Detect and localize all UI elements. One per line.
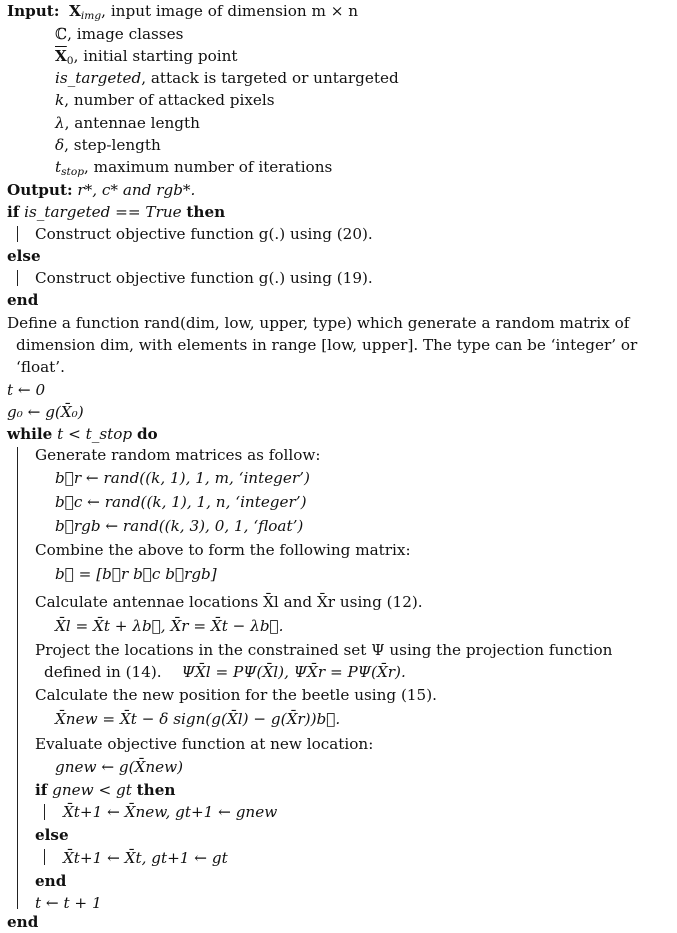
new-eq-line: X̄new = X̄t − δ sign(g(X̄l) − g(X̄r))b⃗. xyxy=(55,710,341,728)
define-rand-line-2: dimension dim, with elements in range [low, upper]. The type can be ‘integer’ or xyxy=(16,336,638,354)
input-tstop-line xyxy=(55,158,332,181)
gen-random-line: Generate random matrices as follow: xyxy=(35,446,321,464)
output-label: Output: xyxy=(7,181,73,199)
project-line-2 xyxy=(44,663,406,682)
x-img-symbol: $X_{img}$ xyxy=(69,2,102,23)
delta-desc: , step-length xyxy=(64,136,161,154)
if-block-rule xyxy=(17,226,18,242)
antennae-eq-line: X̄l = X̄t + λb⃗, X̄r = X̄t − λb⃗. xyxy=(55,617,284,635)
input-lambda-line xyxy=(55,114,200,133)
br-line: b⃗r ← rand((k, 1), 1, m, ‘integer’) xyxy=(55,469,310,487)
k-desc: , number of attacked pixels xyxy=(64,91,275,109)
else-block-rule xyxy=(17,270,18,286)
define-rand-line-3: ‘float’. xyxy=(16,358,65,376)
update-else-line: X̄t+1 ← X̄t, gt+1 ← gt xyxy=(63,849,228,867)
evaluate-line: Evaluate objective function at new location: xyxy=(35,735,374,753)
while-condition: t < t_stop xyxy=(57,425,133,443)
inner-then-keyword: then xyxy=(136,781,176,799)
inner-if-line xyxy=(35,781,175,800)
is-targeted-desc: , attack is targeted or untargeted xyxy=(141,69,399,87)
classes-symbol: ℂ xyxy=(55,25,68,43)
lambda-desc: , antennae length xyxy=(64,114,200,132)
then-keyword: then xyxy=(186,203,226,221)
define-rand-line-1: Define a function rand(dim, low, upper, type) which generate a random matrix of xyxy=(7,314,630,332)
construct-19-line: Construct objective function g(.) using (19). xyxy=(35,269,373,287)
bc-line: b⃗c ← rand((k, 1), 1, n, ‘integer’) xyxy=(55,493,307,511)
tstop-symbol: $t_{stop}$ xyxy=(55,158,85,179)
input-x0-line xyxy=(55,47,238,70)
calc-antennae-line: Calculate antennae locations X̄l and X̄r using (12). xyxy=(35,593,423,611)
if-keyword: if xyxy=(7,203,20,221)
x0-symbol: $\overline{X}_0$ xyxy=(55,47,74,68)
while-line xyxy=(7,425,158,444)
if-condition: is_targeted == True xyxy=(24,203,182,221)
if-targeted-line xyxy=(7,203,225,222)
end-if-line: end xyxy=(7,291,39,309)
input-classes-line xyxy=(55,25,183,44)
g0-init-line: g₀ ← g(X̄₀) xyxy=(7,403,84,421)
brgb-line: b⃗rgb ← rand((k, 3), 0, 1, ‘float’) xyxy=(55,517,304,535)
project-defined-text: defined in (14). xyxy=(44,663,162,681)
project-eq: ΨX̄l = PΨ(X̄l), ΨX̄r = PΨ(X̄r). xyxy=(181,663,406,681)
project-line-1: Project the locations in the constrained set Ψ using the projection function xyxy=(35,641,613,659)
delta-symbol: δ xyxy=(55,136,65,154)
do-keyword: do xyxy=(136,425,158,443)
gnew-eq-line: gnew ← g(X̄new) xyxy=(55,758,184,776)
is-targeted-symbol: is_targeted xyxy=(55,69,142,87)
t-init-line: t ← 0 xyxy=(7,381,46,399)
else-line: else xyxy=(7,247,41,265)
b-matrix-line: b⃗ = [b⃗r b⃗c b⃗rgb] xyxy=(55,565,217,583)
combine-line: Combine the above to form the following matrix: xyxy=(35,541,411,559)
inner-else-block-rule xyxy=(44,849,45,865)
k-symbol: k xyxy=(55,91,65,109)
input-is-targeted-line xyxy=(55,69,399,88)
output-text: r*, c* and rgb*. xyxy=(77,181,196,199)
input-delta-line xyxy=(55,136,161,155)
inner-if-block-rule xyxy=(44,804,45,820)
output-line xyxy=(7,181,195,200)
tstop-desc: , maximum number of iterations xyxy=(84,158,333,176)
inner-else-line: else xyxy=(35,826,69,844)
while-block-rule xyxy=(17,447,18,909)
inner-end-line: end xyxy=(35,872,67,890)
end-while-line: end xyxy=(7,913,39,931)
while-keyword: while xyxy=(7,425,53,443)
input-k-line xyxy=(55,91,275,110)
inner-if-condition: gnew < gt xyxy=(52,781,132,799)
t-inc-line: t ← t + 1 xyxy=(35,894,102,912)
classes-desc: , image classes xyxy=(67,25,184,43)
construct-20-line: Construct objective function g(.) using (20). xyxy=(35,225,373,243)
x0-desc: , initial starting point xyxy=(73,47,238,65)
inner-if-keyword: if xyxy=(35,781,48,799)
calc-new-line: Calculate the new position for the beetle using (15). xyxy=(35,686,437,704)
lambda-symbol: λ xyxy=(55,114,65,132)
x-img-desc: , input image of dimension m × n xyxy=(101,2,359,20)
update-then-line: X̄t+1 ← X̄new, gt+1 ← gnew xyxy=(63,803,278,821)
input-header-line xyxy=(7,2,358,25)
input-label: Input: xyxy=(7,2,60,20)
